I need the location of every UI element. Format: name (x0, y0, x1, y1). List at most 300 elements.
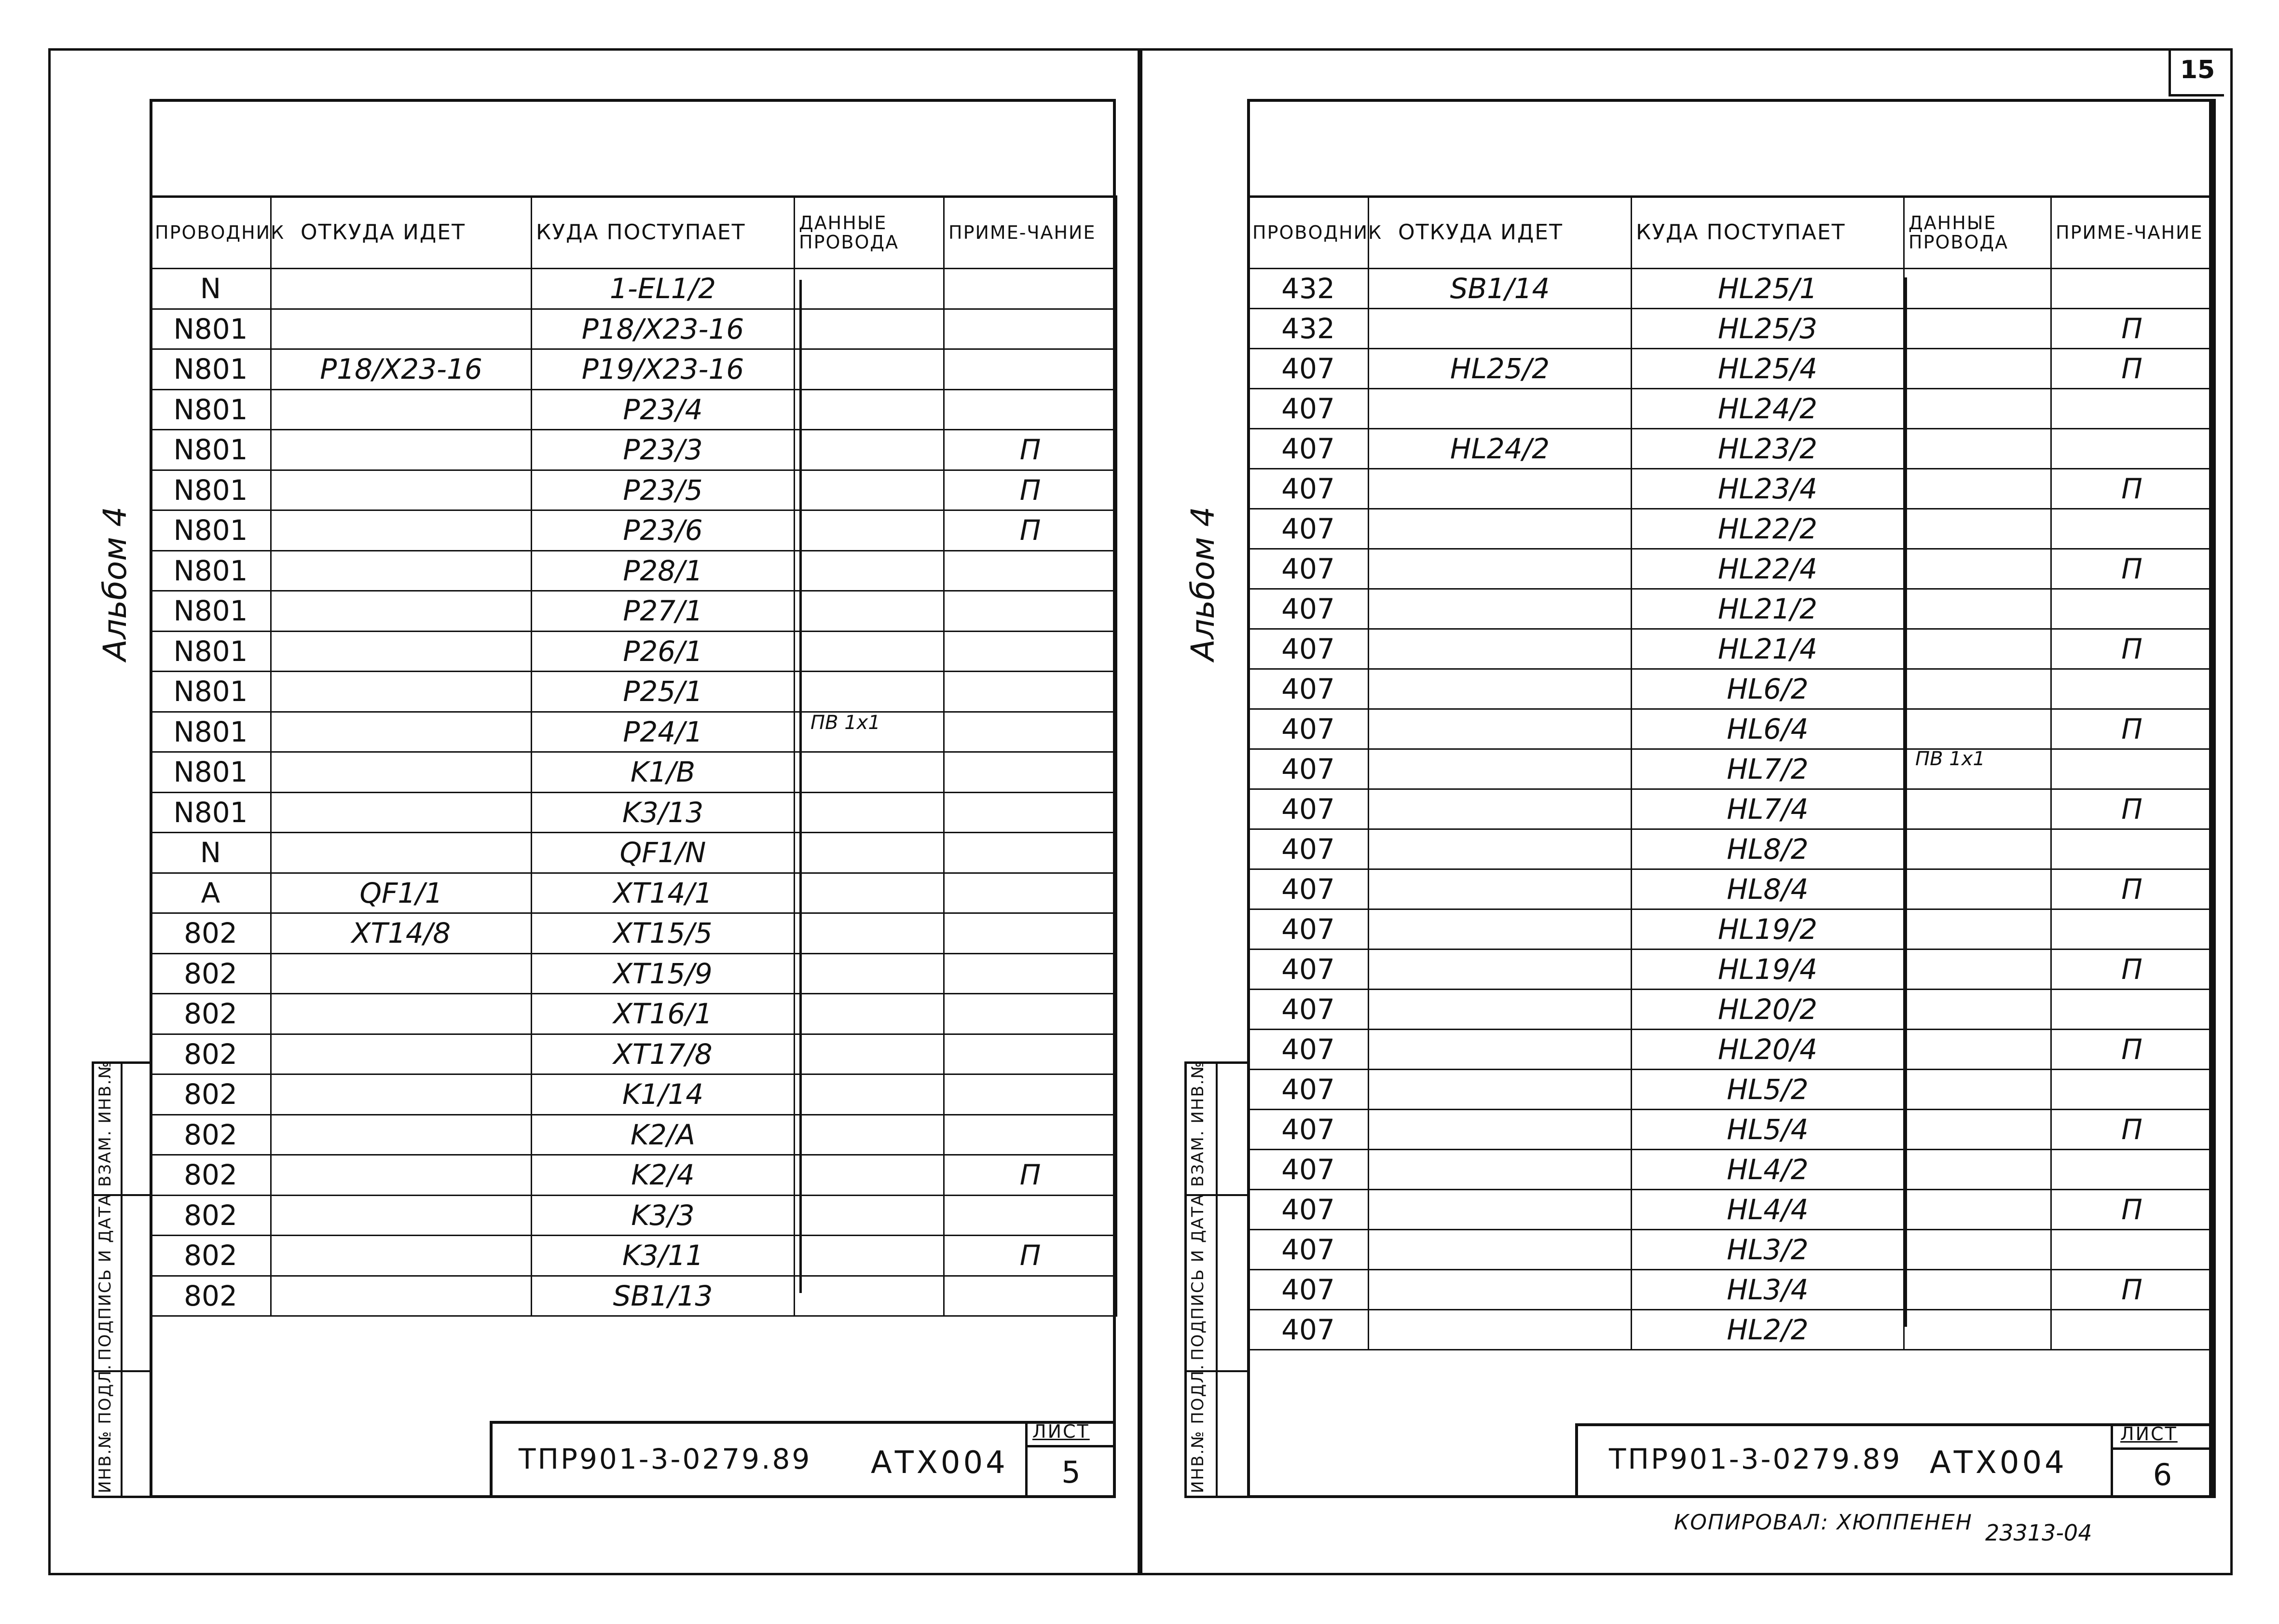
cell-from (1369, 589, 1632, 629)
table-row (151, 591, 1117, 632)
cell-note: П (944, 1236, 1117, 1276)
table-row (1248, 829, 2213, 869)
right-sheet-label: ЛИСТ (2120, 1423, 2178, 1445)
cell-to: HL21/2 (1632, 589, 1904, 629)
cell-note (944, 994, 1117, 1034)
right-stamp-inv: ИНВ.№ ПОДЛ. (1188, 1363, 1208, 1493)
cell-to: HL22/2 (1632, 509, 1904, 549)
cell-to: K3/11 (532, 1236, 795, 1276)
cell-to: HL5/4 (1632, 1110, 1904, 1150)
table-row (151, 510, 1117, 551)
header-to: КУДА ПОСТУПАЕТ (532, 196, 795, 269)
header-to: КУДА ПОСТУПАЕТ (1632, 196, 1904, 269)
page-number-box (2169, 48, 2224, 96)
cell-from (271, 551, 532, 591)
cell-note: П (2051, 1190, 2213, 1230)
table-row (151, 873, 1117, 913)
cell-from: P18/X23-16 (271, 349, 532, 390)
cell-wire-data (795, 953, 944, 994)
cell-conductor: N801 (151, 792, 271, 833)
cell-to: SB1/13 (532, 1276, 795, 1316)
cell-wire-data (795, 672, 944, 712)
cell-from: XT14/8 (271, 913, 532, 954)
table-row (151, 994, 1117, 1034)
inventory-stamp: 23313-04 (1985, 1520, 2092, 1546)
table-row (151, 389, 1117, 430)
cell-note (944, 1034, 1117, 1074)
cell-conductor: 407 (1248, 909, 1369, 950)
cell-from (1369, 1030, 1632, 1070)
cell-note (944, 712, 1117, 752)
cell-conductor: 802 (151, 913, 271, 954)
cell-note (944, 309, 1117, 349)
cell-conductor: 802 (151, 1276, 271, 1316)
cell-from (1369, 709, 1632, 749)
cell-to: XT14/1 (532, 873, 795, 913)
cell-conductor: 802 (151, 1236, 271, 1276)
cell-conductor: N (151, 269, 271, 309)
cell-from (271, 953, 532, 994)
right-tb-divider (2111, 1423, 2113, 1498)
cell-to: P23/3 (532, 430, 795, 470)
cell-wire-data (795, 1034, 944, 1074)
cell-wire-data (1904, 269, 2051, 309)
left-wire-data-brace (799, 280, 802, 1293)
cell-to: HL24/2 (1632, 389, 1904, 429)
cell-from (271, 672, 532, 712)
cell-wire-data (1904, 1310, 2051, 1350)
cell-wire-data (1904, 429, 2051, 469)
header-note-label: ПРИМЕ-ЧАНИЕ (2056, 221, 2203, 243)
cell-to: HL3/4 (1632, 1270, 1904, 1310)
cell-note: П (2051, 789, 2213, 829)
cell-note (2051, 1070, 2213, 1110)
table-row (151, 1074, 1117, 1115)
cell-from (271, 470, 532, 510)
cell-from (1369, 1150, 1632, 1190)
cell-wire-data (795, 994, 944, 1034)
cell-note (944, 873, 1117, 913)
cell-conductor: 407 (1248, 869, 1369, 909)
right-doc-code: ТПР901-3-0279.89 (1609, 1443, 1902, 1475)
cell-from (1369, 629, 1632, 669)
cell-conductor: 407 (1248, 629, 1369, 669)
cell-to: HL20/2 (1632, 990, 1904, 1030)
cell-from (1369, 549, 1632, 589)
cell-note: П (944, 1155, 1117, 1196)
cell-from (271, 712, 532, 752)
cell-conductor: N801 (151, 309, 271, 349)
cell-wire-data (1904, 389, 2051, 429)
left-stamp-vdivider (121, 1064, 123, 1496)
cell-wire-data (1904, 549, 2051, 589)
table-row (1248, 1270, 2213, 1310)
cell-note: П (944, 510, 1117, 551)
cell-conductor: 407 (1248, 789, 1369, 829)
header-wire-data (1904, 196, 2051, 269)
cell-to: HL19/2 (1632, 909, 1904, 950)
table-row (1248, 1110, 2213, 1150)
cell-wire-data (1904, 309, 2051, 349)
cell-to: HL22/4 (1632, 549, 1904, 589)
cell-wire-data (1904, 589, 2051, 629)
cell-from (271, 994, 532, 1034)
cell-from (1369, 950, 1632, 990)
cell-to: HL2/2 (1632, 1310, 1904, 1350)
table-row (1248, 349, 2213, 389)
cell-wire-data (1904, 869, 2051, 909)
cell-from (1369, 749, 1632, 789)
cell-conductor: 407 (1248, 1150, 1369, 1190)
table-row (1248, 909, 2213, 950)
cell-note (944, 792, 1117, 833)
cell-note (944, 349, 1117, 390)
table-row (1248, 709, 2213, 749)
right-doc-mark: АТХ004 (1930, 1445, 2067, 1481)
table-row (151, 309, 1117, 349)
table-row (1248, 869, 2213, 909)
cell-wire-data (795, 269, 944, 309)
table-row (151, 672, 1117, 712)
cell-to: K2/A (532, 1115, 795, 1155)
cell-conductor: N801 (151, 631, 271, 672)
cell-note: П (944, 430, 1117, 470)
cell-to: XT16/1 (532, 994, 795, 1034)
cell-conductor: 432 (1248, 269, 1369, 309)
cell-conductor: N801 (151, 430, 271, 470)
cell-conductor: 407 (1248, 349, 1369, 389)
cell-from (1369, 669, 1632, 709)
cell-note: П (2051, 1110, 2213, 1150)
cell-wire-data (795, 752, 944, 793)
cell-conductor: 407 (1248, 1310, 1369, 1350)
cell-note: П (944, 470, 1117, 510)
cell-to: K2/4 (532, 1155, 795, 1196)
cell-to: XT15/9 (532, 953, 795, 994)
table-row (151, 913, 1117, 954)
table-row (151, 470, 1117, 510)
cell-from: QF1/1 (271, 873, 532, 913)
cell-to: QF1/N (532, 833, 795, 873)
header-wire-data (795, 196, 944, 269)
header-from-label: ОТКУДА ИДЕТ (301, 220, 466, 245)
table-row (1248, 749, 2213, 789)
cell-from (1369, 309, 1632, 349)
table-row (151, 1236, 1117, 1276)
table-row (1248, 389, 2213, 429)
cell-to: XT15/5 (532, 913, 795, 954)
cell-conductor: 407 (1248, 709, 1369, 749)
table-row (1248, 309, 2213, 349)
cell-conductor: N801 (151, 510, 271, 551)
cell-wire-data (1904, 1190, 2051, 1230)
cell-conductor: N801 (151, 712, 271, 752)
cell-note (2051, 509, 2213, 549)
cell-to: 1-EL1/2 (532, 269, 795, 309)
cell-wire-data (1904, 1230, 2051, 1270)
cell-conductor: 802 (151, 1155, 271, 1196)
cell-to: HL23/2 (1632, 429, 1904, 469)
cell-wire-data (1904, 349, 2051, 389)
table-row (1248, 950, 2213, 990)
cell-from (271, 631, 532, 672)
table-row (151, 752, 1117, 793)
right-wire-data-value: ПВ 1х1 (1915, 748, 1985, 770)
cell-from (1369, 509, 1632, 549)
cell-wire-data (1904, 1110, 2051, 1150)
cell-note (944, 672, 1117, 712)
table-row (1248, 1030, 2213, 1070)
right-sheet-number: 6 (2153, 1457, 2172, 1492)
cell-conductor: N801 (151, 752, 271, 793)
page-number: 15 (2180, 55, 2215, 84)
cell-note (944, 752, 1117, 793)
cell-note: П (2051, 709, 2213, 749)
cell-note (944, 1276, 1117, 1316)
cell-note (944, 913, 1117, 954)
cell-wire-data (795, 510, 944, 551)
cell-conductor: N801 (151, 470, 271, 510)
table-row (1248, 990, 2213, 1030)
cell-wire-data (1904, 629, 2051, 669)
cell-from (1369, 789, 1632, 829)
cell-wire-data (1904, 789, 2051, 829)
cell-from (271, 269, 532, 309)
cell-wire-data (795, 631, 944, 672)
cell-conductor: 432 (1248, 309, 1369, 349)
cell-from: HL25/2 (1369, 349, 1632, 389)
cell-to: HL8/4 (1632, 869, 1904, 909)
cell-to: HL21/4 (1632, 629, 1904, 669)
cell-to: P28/1 (532, 551, 795, 591)
cell-to: XT17/8 (532, 1034, 795, 1074)
table-row (151, 551, 1117, 591)
cell-to: K3/13 (532, 792, 795, 833)
cell-note: П (2051, 1270, 2213, 1310)
table-row (151, 1195, 1117, 1236)
header-from (1369, 196, 1632, 269)
cell-note (2051, 269, 2213, 309)
cell-wire-data (795, 1074, 944, 1115)
cell-note (2051, 589, 2213, 629)
cell-wire-data (795, 1115, 944, 1155)
cell-from (271, 1276, 532, 1316)
table-row (1248, 469, 2213, 509)
cell-note (944, 1195, 1117, 1236)
cell-note (2051, 1310, 2213, 1350)
cell-to: P18/X23-16 (532, 309, 795, 349)
left-doc-code: ТПР901-3-0279.89 (519, 1443, 812, 1475)
left-wire-data-value: ПВ 1х1 (810, 712, 880, 734)
cell-from (1369, 1310, 1632, 1350)
cell-wire-data (1904, 950, 2051, 990)
cell-wire-data (795, 309, 944, 349)
left-wiring-table (150, 195, 1117, 1317)
table-row (151, 1115, 1117, 1155)
cell-wire-data (1904, 909, 2051, 950)
cell-note (2051, 909, 2213, 950)
table-row (1248, 269, 2213, 309)
cell-to: HL20/4 (1632, 1030, 1904, 1070)
right-wire-data-brace (1905, 277, 1907, 1327)
cell-to: P23/5 (532, 470, 795, 510)
cell-from (1369, 389, 1632, 429)
cell-note: П (2051, 309, 2213, 349)
cell-note (944, 1115, 1117, 1155)
cell-from (271, 1034, 532, 1074)
cell-wire-data (1904, 509, 2051, 549)
cell-wire-data (795, 591, 944, 632)
cell-conductor: N801 (151, 551, 271, 591)
cell-wire-data (1904, 709, 2051, 749)
cell-note (944, 1074, 1117, 1115)
cell-to: K1/14 (532, 1074, 795, 1115)
cell-conductor: N801 (151, 389, 271, 430)
cell-conductor: 407 (1248, 1270, 1369, 1310)
cell-conductor: 407 (1248, 429, 1369, 469)
header-conductor: ПРОВОДНИК (1248, 196, 1369, 269)
cell-note (2051, 429, 2213, 469)
cell-from (271, 1195, 532, 1236)
cell-from (1369, 1270, 1632, 1310)
cell-note (944, 833, 1117, 873)
cell-conductor: 802 (151, 1074, 271, 1115)
cell-from (1369, 909, 1632, 950)
cell-from (271, 389, 532, 430)
cell-conductor: 407 (1248, 1190, 1369, 1230)
cell-from: SB1/14 (1369, 269, 1632, 309)
table-row (1248, 509, 2213, 549)
cell-conductor: 407 (1248, 469, 1369, 509)
cell-wire-data (1904, 990, 2051, 1030)
left-sheet-number: 5 (1061, 1455, 1081, 1490)
cell-to: HL23/4 (1632, 469, 1904, 509)
right-stamp-replaces: ВЗАМ. ИНВ.№ (1188, 1060, 1208, 1187)
cell-wire-data (795, 470, 944, 510)
cell-note (2051, 829, 2213, 869)
header-note (944, 196, 1117, 269)
cell-conductor: 802 (151, 1034, 271, 1074)
cell-conductor: 407 (1248, 1070, 1369, 1110)
cell-wire-data (795, 1155, 944, 1196)
cell-wire-data (795, 1195, 944, 1236)
cell-wire-data (795, 792, 944, 833)
cell-from (271, 1115, 532, 1155)
cell-conductor: 407 (1248, 589, 1369, 629)
cell-to: HL4/2 (1632, 1150, 1904, 1190)
cell-from (271, 1074, 532, 1115)
cell-wire-data (1904, 1270, 2051, 1310)
cell-conductor: 407 (1248, 749, 1369, 789)
cell-to: P24/1 (532, 712, 795, 752)
table-row (1248, 629, 2213, 669)
cell-from (1369, 1110, 1632, 1150)
cell-conductor: N (151, 833, 271, 873)
cell-note (944, 551, 1117, 591)
table-row (1248, 1230, 2213, 1270)
cell-conductor: 407 (1248, 669, 1369, 709)
cell-wire-data (795, 349, 944, 390)
cell-conductor: 407 (1248, 509, 1369, 549)
cell-conductor: N801 (151, 591, 271, 632)
cell-conductor: N801 (151, 349, 271, 390)
cell-note: П (2051, 1030, 2213, 1070)
cell-wire-data (795, 873, 944, 913)
cell-to: HL5/2 (1632, 1070, 1904, 1110)
cell-from (1369, 469, 1632, 509)
cell-note (944, 591, 1117, 632)
table-row (1248, 1310, 2213, 1350)
right-stamp-signature: ПОДПИСЬ И ДАТА (1188, 1194, 1208, 1361)
cell-to: P27/1 (532, 591, 795, 632)
table-row (151, 349, 1117, 390)
header-note (2051, 196, 2213, 269)
cell-wire-data (1904, 1070, 2051, 1110)
header-wire-data-label: ДАННЫЕ ПРОВОДА (1908, 212, 2009, 253)
header-note-label: ПРИМЕ-ЧАНИЕ (948, 221, 1096, 243)
cell-from (271, 309, 532, 349)
cell-from (1369, 1070, 1632, 1110)
left-album-title: Альбом 4 (96, 506, 134, 661)
cell-note: П (2051, 950, 2213, 990)
cell-note: П (2051, 549, 2213, 589)
table-row (151, 833, 1117, 873)
cell-wire-data (795, 1276, 944, 1316)
cell-to: P19/X23-16 (532, 349, 795, 390)
header-wire-data-label: ДАННЫЕ ПРОВОДА (799, 212, 899, 253)
cell-conductor: 407 (1248, 990, 1369, 1030)
right-wiring-table (1247, 195, 2213, 1350)
table-row (1248, 1190, 2213, 1230)
cell-conductor: 802 (151, 953, 271, 994)
table-row (1248, 429, 2213, 469)
cell-note (2051, 389, 2213, 429)
cell-from (271, 1236, 532, 1276)
left-tb-sheet-divider (1025, 1445, 1116, 1447)
cell-from (271, 752, 532, 793)
cell-to: HL25/3 (1632, 309, 1904, 349)
table-row (151, 792, 1117, 833)
cell-from (271, 510, 532, 551)
table-row (151, 1155, 1117, 1196)
cell-from (271, 833, 532, 873)
cell-conductor: A (151, 873, 271, 913)
cell-from (271, 1155, 532, 1196)
cell-note: П (2051, 869, 2213, 909)
cell-to: HL3/2 (1632, 1230, 1904, 1270)
cell-from (271, 792, 532, 833)
table-row (1248, 1070, 2213, 1110)
table-row (1248, 789, 2213, 829)
cell-to: HL6/4 (1632, 709, 1904, 749)
cell-from (1369, 829, 1632, 869)
cell-to: K1/B (532, 752, 795, 793)
cell-conductor: 802 (151, 1115, 271, 1155)
cell-note (2051, 669, 2213, 709)
table-row (151, 430, 1117, 470)
cell-from (1369, 1190, 1632, 1230)
cell-note (944, 269, 1117, 309)
cell-note: П (2051, 349, 2213, 389)
table-row (1248, 549, 2213, 589)
cell-conductor: 407 (1248, 1110, 1369, 1150)
cell-note (2051, 990, 2213, 1030)
cell-wire-data (795, 1236, 944, 1276)
table-row (1248, 1150, 2213, 1190)
cell-wire-data (1904, 829, 2051, 869)
table-row (151, 712, 1117, 752)
right-tb-sheet-divider (2111, 1447, 2212, 1450)
